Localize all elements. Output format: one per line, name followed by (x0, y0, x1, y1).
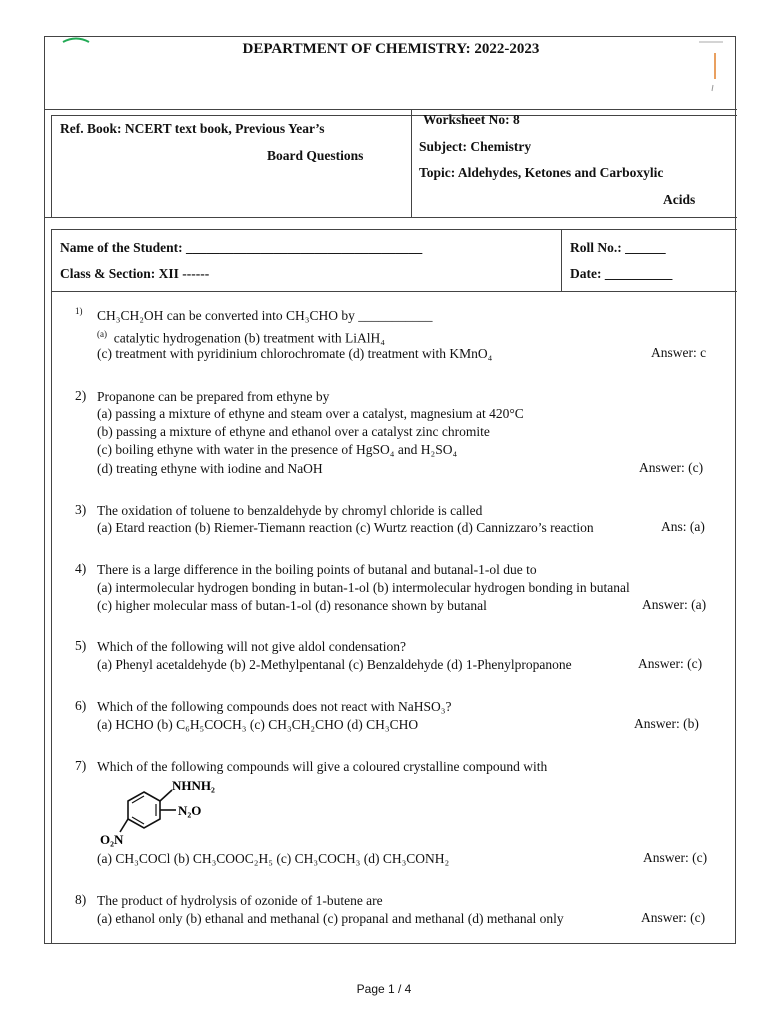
answer: Ans: (a) (661, 519, 705, 534)
question-option: (c) boiling ethyne with water in the presence of HgSO₄ and H₂SO₄ (97, 442, 458, 457)
question-option: (a) HCHO (b) C₆H₅COCH₃ (c) CH₃CH₂CHO (d) CH₃CHO (97, 717, 419, 732)
question-text: There is a large difference in the boiling points of butanal and butanal-1-ol due to (97, 562, 537, 577)
dinitrophenylhydrazine-structure-icon (96, 774, 226, 848)
question-number: 6) (75, 698, 87, 713)
question-number: 5) (75, 638, 87, 653)
answer: Answer: (c) (643, 850, 708, 865)
answer: Answer: (c) (639, 460, 704, 475)
answer: Answer: (a) (642, 597, 707, 612)
question-option: (c) higher molecular mass of butan-1-ol (d) resonance shown by butanal (97, 598, 487, 613)
question-text: Which of the following compounds will give a coloured crystalline compound with (97, 759, 548, 774)
class-section-label: Class & Section: XII ------ (60, 266, 210, 281)
question-number: 2) (75, 388, 87, 403)
worksheet-number: Worksheet No: 8 (423, 112, 520, 127)
divider (45, 217, 737, 218)
question-text: Which of the following compounds does not react with NaHSO₃? (97, 699, 452, 714)
page-title: DEPARTMENT OF CHEMISTRY: 2022-2023 (242, 41, 540, 57)
divider (51, 291, 52, 944)
topic-line1: Topic: Aldehydes, Ketones and Carboxylic (419, 165, 664, 180)
question-number: 1) (75, 306, 83, 316)
question-option: (b) passing a mixture of ethyne and ethanol over a catalyst zinc chromite (97, 424, 490, 439)
roll-number-label: Roll No.: ______ (570, 240, 666, 255)
option-label: (a) (97, 329, 107, 339)
question-option: (a) CH₃COCl (b) CH₃COOC₂H₅ (c) CH₃COCH₃ (d) CH₃CONH₂ (97, 851, 450, 866)
question-option: (a) Phenyl acetaldehyde (b) 2-Methylpentanal (c) Benzaldehyde (d) 1-Phenylpropanone (97, 657, 572, 672)
divider (411, 109, 412, 217)
question-text: The product of hydrolysis of ozonide of 1-butene are (97, 893, 383, 908)
question-number: 4) (75, 561, 87, 576)
divider (45, 109, 737, 110)
question-number: 3) (75, 502, 87, 517)
option-text: catalytic hydrogenation (b) treatment with LiAlH₄ (113, 330, 385, 346)
question-option: (d) treating ethyne with iodine and NaOH (97, 461, 323, 476)
question-text: The oxidation of toluene to benzaldehyde by chromyl chloride is called (97, 503, 483, 518)
question-number: 8) (75, 892, 87, 907)
question-text: CH₃CH₂OH can be converted into CH₃CHO by ___________ (97, 308, 433, 323)
question-option: (a) ethanol only (b) ethanal and methanal (c) propanal and methanal (d) methanal only (97, 911, 564, 926)
question-text: Propanone can be prepared from ethyne by (97, 389, 330, 404)
divider (51, 229, 52, 291)
substituent-label: NHNH₂ (172, 778, 215, 793)
question-option: (a) intermolecular hydrogen bonding in butan-1-ol (b) intermolecular hydrogen bonding in butanal (97, 580, 630, 595)
substituent-label: O₂N (100, 832, 124, 847)
ref-book-line2: Board Questions (267, 148, 364, 163)
topic-line2: Acids (663, 192, 696, 207)
question-number: 7) (75, 758, 87, 773)
question-option: (c) treatment with pyridinium chlorochromate (d) treatment with KMnO₄ (97, 346, 493, 361)
answer: Answer: (b) (634, 716, 699, 731)
divider (51, 115, 52, 217)
student-name-label: Name of the Student: ___________________________________ (60, 240, 423, 255)
divider (51, 229, 737, 230)
divider (561, 229, 562, 291)
question-option: (a) Etard reaction (b) Riemer-Tiemann reaction (c) Wurtz reaction (d) Cannizzaro’s reaction (97, 520, 594, 535)
subject: Subject: Chemistry (419, 139, 532, 154)
ref-book-line1: Ref. Book: NCERT text book, Previous Year’s (60, 121, 325, 136)
substituent-label: N₂O (178, 803, 202, 818)
question-text: Which of the following will not give aldol condensation? (97, 639, 406, 654)
answer: Answer: (c) (641, 910, 706, 925)
answer: Answer: c (651, 345, 707, 360)
answer: Answer: (c) (638, 656, 703, 671)
divider (51, 115, 737, 116)
divider (51, 291, 737, 292)
page-number: Page 1 / 4 (356, 982, 412, 996)
question-option: (a) passing a mixture of ethyne and steam over a catalyst, magnesium at 420°C (97, 406, 524, 421)
date-label: Date: __________ (570, 266, 673, 281)
